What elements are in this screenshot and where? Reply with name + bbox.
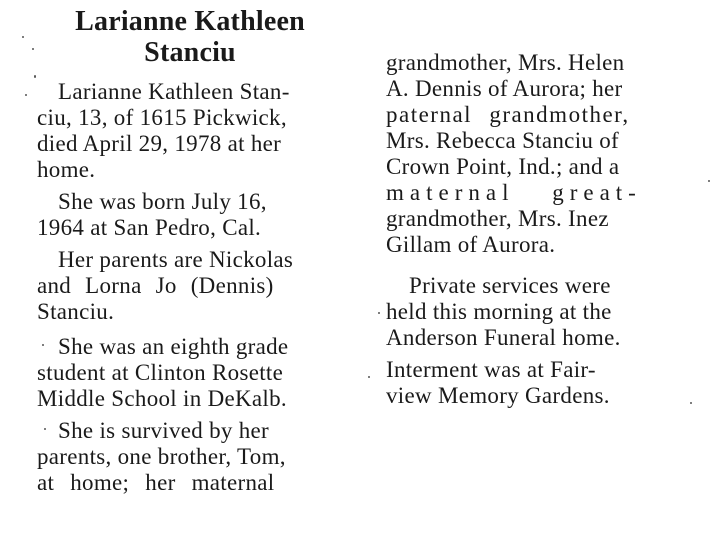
print-speck (42, 344, 44, 346)
text-line: parents, one brother, Tom, (37, 444, 286, 469)
text-line: paternal grandmother, (386, 102, 630, 127)
text-line: view Memory Gardens. (386, 383, 610, 408)
print-speck (368, 376, 370, 378)
text-line: ciu, 13, of 1615 Pickwick, (37, 105, 287, 130)
text-line: Private services were (409, 273, 611, 298)
print-speck (25, 94, 27, 96)
text-line: Her parents are Nickolas (58, 247, 294, 272)
text-line: Gillam of Aurora. (386, 232, 556, 257)
text-line: Crown Point, Ind.; and a (386, 154, 620, 179)
text-line: grandmother, Mrs. Inez (386, 206, 609, 231)
text-line: A. Dennis of Aurora; her (386, 76, 623, 101)
print-speck (708, 180, 710, 182)
text-line: and Lorna Jo (Dennis) (37, 273, 274, 298)
text-line: held this morning at the (386, 299, 612, 324)
text-line: Interment was at Fair- (386, 357, 596, 382)
headline-line-1: Larianne Kathleen (75, 6, 305, 37)
text-line: at home; her maternal (37, 470, 275, 495)
text-line: She was an eighth grade (58, 334, 289, 359)
text-line: She was born July 16, (58, 189, 267, 214)
text-line: Anderson Funeral home. (386, 325, 621, 350)
print-speck (32, 48, 34, 50)
obituary-headline (30, 6, 350, 68)
print-speck (34, 75, 36, 78)
text-line: 1964 at San Pedro, Cal. (37, 215, 262, 240)
text-line: Stanciu. (37, 299, 115, 324)
text-line: Larianne Kathleen Stan- (58, 79, 290, 104)
text-line: home. (37, 157, 96, 182)
print-speck (44, 428, 46, 430)
text-line: grandmother, Mrs. Helen (386, 50, 625, 75)
print-speck (378, 312, 380, 314)
text-line: died April 29, 1978 at her (37, 131, 282, 156)
headline-line-2: Stanciu (144, 37, 236, 68)
text-line: She is survived by her (58, 418, 270, 443)
text-line: maternal great- (386, 180, 642, 205)
print-speck (690, 402, 692, 404)
text-line: Mrs. Rebecca Stanciu of (386, 128, 619, 153)
text-line: student at Clinton Rosette (37, 360, 284, 385)
print-speck (22, 36, 24, 38)
text-line: Middle School in DeKalb. (37, 386, 287, 411)
